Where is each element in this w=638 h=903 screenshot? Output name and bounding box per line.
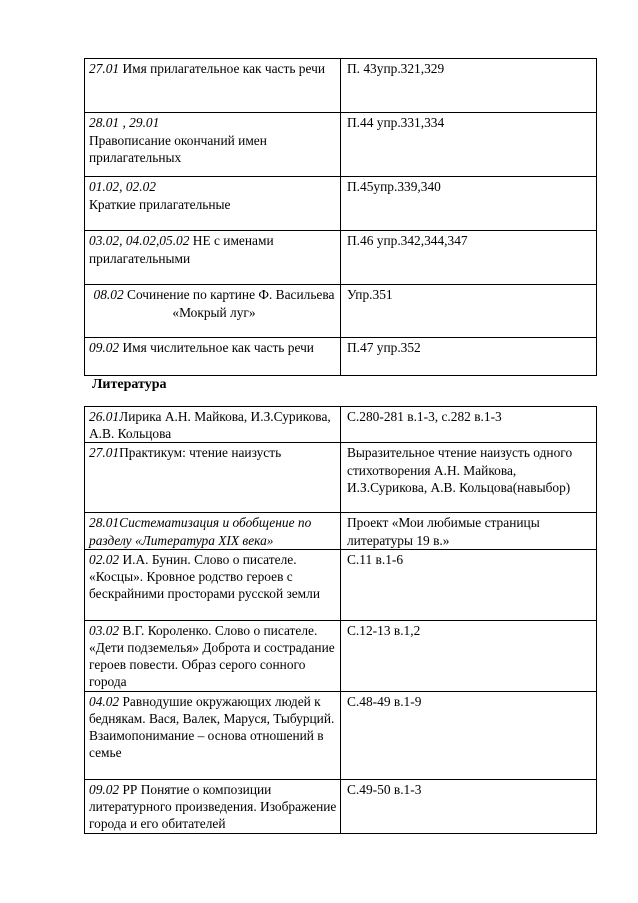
section-title-literature: Литература (92, 377, 167, 392)
topic-cell (85, 177, 341, 231)
homework-cell: С.12-13 в.1,2 (341, 620, 597, 691)
lesson-date: 27.01 (89, 445, 120, 461)
lesson-date: 01.02, 02.02 (89, 179, 156, 194)
homework-cell: П.44 упр.331,334 (341, 113, 597, 177)
table-row (85, 177, 597, 231)
topic-cell (85, 59, 341, 113)
topic-cell (85, 549, 341, 620)
topic-cell (85, 407, 341, 443)
lesson-date: 03.02 (89, 622, 120, 638)
lesson-topic: Практикум: чтение наизусть (119, 445, 282, 461)
homework-cell: С.48-49 в.1-9 (341, 691, 597, 779)
lesson-topic: Равнодушие окружающих людей к беднякам. Вася, Валек, Маруся, Тыбурций. Взаимопонимание – основа отношений в семье (89, 693, 335, 761)
topic-cell (85, 443, 341, 513)
lesson-date: 27.01 (89, 61, 120, 76)
table-row (85, 549, 597, 620)
homework-cell: С.11 в.1-6 (341, 549, 597, 620)
table-row (85, 513, 597, 549)
literature-schedule-table (84, 406, 597, 834)
lesson-date: 28.01 , 29.01 (89, 115, 160, 130)
lesson-topic: Систематизация и обобщение по разделу «Литература XIX века» (89, 515, 312, 548)
homework-cell: Проект «Мои любимые страницы литературы 19 в.» (341, 513, 597, 549)
topic-cell (85, 113, 341, 177)
topic-cell (85, 338, 341, 376)
lesson-topic: Имя прилагательное как часть речи (119, 61, 326, 76)
table-row (85, 231, 597, 285)
lesson-date: 28.01 (89, 515, 120, 531)
lesson-topic: Краткие прилагательные (89, 196, 231, 212)
lesson-topic: И.А. Бунин. Слово о писателе. «Косцы». Кровное родство героев с бескрайними просторами русской земли (89, 551, 321, 602)
table-row (85, 338, 597, 376)
homework-cell: Упр.351 (341, 285, 597, 338)
topic-cell (85, 231, 341, 285)
topic-cell (85, 285, 341, 338)
table-row (85, 620, 597, 691)
lesson-topic: НЕ с именами прилагательными (89, 233, 274, 266)
lesson-topic: Сочинение по картине Ф. Васильева «Мокрый луг» (123, 287, 335, 320)
homework-cell: П.46 упр.342,344,347 (341, 231, 597, 285)
table-row (85, 113, 597, 177)
topic-cell (85, 620, 341, 691)
homework-cell: П. 43упр.321,329 (341, 59, 597, 113)
lesson-topic: Правописание окончаний имен прилагательных (89, 132, 267, 166)
table-row (85, 59, 597, 113)
lesson-topic: РР Понятие о композиции литературного произведения. Изображение города и его обитателей (89, 781, 337, 832)
topic-cell (85, 691, 341, 779)
grammar-schedule-table (84, 58, 597, 376)
homework-cell: С.280-281 в.1-3, с.282 в.1-3 (341, 407, 597, 443)
topic-cell (85, 779, 341, 833)
table-row (85, 285, 597, 338)
lesson-topic: Имя числительное как часть речи (119, 340, 314, 355)
lesson-topic: Лирика А.Н. Майкова, И.З.Сурикова, А.В. Кольцова (89, 409, 331, 442)
table-row (85, 691, 597, 779)
table-row (85, 779, 597, 833)
homework-cell: С.49-50 в.1-3 (341, 779, 597, 833)
table-row (85, 443, 597, 513)
lesson-date: 04.02 (89, 693, 120, 709)
lesson-topic: В.Г. Короленко. Слово о писателе. «Дети подземелья» Доброта и сострадание героев повести. Образ серого сонного города (89, 622, 335, 690)
lesson-date: 03.02, 04.02,05.02 (89, 233, 190, 248)
lesson-date: 02.02 (89, 551, 120, 567)
homework-cell: Выразительное чтение наизусть одного стихотворения А.Н. Майкова, И.З.Сурикова, А.В. Кольцова(навыбор) (341, 443, 597, 513)
homework-cell: П.47 упр.352 (341, 338, 597, 376)
lesson-date: 09.02 (89, 340, 120, 355)
homework-cell: П.45упр.339,340 (341, 177, 597, 231)
table-row (85, 407, 597, 443)
topic-cell (85, 513, 341, 549)
lesson-date: 09.02 (89, 781, 120, 797)
lesson-date: 08.02 (93, 287, 124, 302)
lesson-date: 26.01 (89, 409, 120, 424)
